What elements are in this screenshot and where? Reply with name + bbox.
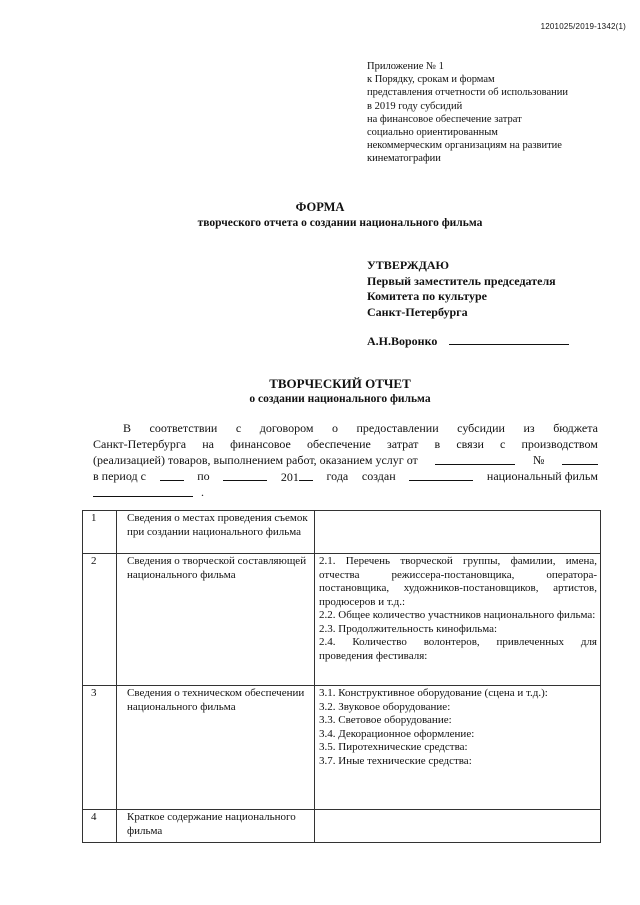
appendix-line: на финансовое обеспечение затрат xyxy=(367,113,522,125)
content-item: 2.1. Перечень творческой группы, фамилии, имена, отчества режиссера-постановщика, оператора-постановщика, художников-постановщиков, артистов, продюсеров и т.д.: xyxy=(319,555,597,608)
table-row xyxy=(83,511,601,554)
row-content-cell[interactable] xyxy=(315,810,601,843)
form-title: ФОРМА xyxy=(295,200,345,214)
period-to-blank[interactable] xyxy=(223,468,267,481)
content-item: 3.1. Конструктивное оборудование (сцена и т.д.): xyxy=(319,687,548,699)
row-topic: Сведения о техническом обеспечении национального фильма xyxy=(117,686,315,810)
appendix-line: социально ориентированным xyxy=(367,127,498,139)
approval-line: УТВЕРЖДАЮ xyxy=(367,258,450,272)
approval-line: Комитета по культуре xyxy=(367,289,487,303)
row-number: 4 xyxy=(83,810,117,843)
appendix-note xyxy=(367,60,607,166)
row-number: 1 xyxy=(83,511,117,554)
content-item: 3.5. Пиротехнические средства: xyxy=(319,741,468,753)
contract-date-blank[interactable] xyxy=(435,452,515,465)
signer-line xyxy=(367,333,627,349)
row-topic: Сведения о творческой составляющей национального фильма xyxy=(117,554,315,686)
content-item: 2.2. Общее количество участников национального фильма: xyxy=(319,609,596,621)
details-table xyxy=(82,510,601,843)
content-item: 2.4. Количество волонтеров, привлеченных для проведения фестиваля: xyxy=(319,636,597,662)
appendix-line: представления отчетности об использовании xyxy=(367,87,568,99)
table-row xyxy=(83,810,601,843)
paragraph-line-5: . xyxy=(93,484,598,500)
paragraph-line-4: в период с по 201 года создан национальный фильм xyxy=(93,469,598,484)
content-item: 2.3. Продолжительность кинофильма: xyxy=(319,622,498,635)
paragraph-line-2: Санкт-Петербурга на финансовое обеспечение затрат в связи с производством xyxy=(93,437,598,451)
appendix-line: в 2019 году субсидий xyxy=(367,100,463,112)
approval-line: Санкт-Петербурга xyxy=(367,304,468,319)
paragraph-line-3: (реализацией) товаров, выполнением работ, оказанием услуг от № xyxy=(93,452,598,468)
row-content-cell[interactable] xyxy=(315,686,601,810)
signature-blank[interactable] xyxy=(449,333,569,345)
approval-block xyxy=(367,258,627,320)
table-row xyxy=(83,554,601,686)
film-title-blank[interactable] xyxy=(93,484,193,497)
approval-line: Первый заместитель председателя xyxy=(367,273,556,288)
period-from-blank[interactable] xyxy=(160,468,184,481)
row-number: 3 xyxy=(83,686,117,810)
report-subtitle: о создании национального фильма xyxy=(249,393,431,405)
row-topic: Сведения о местах проведения съемок при создании национального фильма xyxy=(117,511,315,554)
year-blank[interactable] xyxy=(299,468,313,481)
content-item: 3.2. Звуковое оборудование: xyxy=(319,700,451,713)
created-blank[interactable] xyxy=(409,468,473,481)
form-subtitle: творческого отчета о создании национального фильма xyxy=(197,217,483,229)
content-item: 3.3. Световое оборудование: xyxy=(319,714,452,726)
document-number: 1201025/2019-1342(1) xyxy=(540,22,626,31)
paragraph-line-1: В соответствии с договором о предоставлении субсидии из бюджета xyxy=(123,421,598,435)
appendix-line: к Порядку, срокам и формам xyxy=(367,74,495,86)
content-item: 3.7. Иные технические средства: xyxy=(319,754,472,767)
signer-name: А.Н.Воронко xyxy=(367,334,438,348)
appendix-line: кинематографии xyxy=(367,153,441,165)
intro-paragraph xyxy=(93,420,598,500)
row-content-cell[interactable] xyxy=(315,554,601,686)
contract-number-blank[interactable] xyxy=(562,452,598,465)
table-row xyxy=(83,686,601,810)
row-topic: Краткое содержание национального фильма xyxy=(117,810,315,843)
row-number: 2 xyxy=(83,554,117,686)
content-item: 3.4. Декорационное оформление: xyxy=(319,727,475,740)
row-content-cell[interactable] xyxy=(315,511,601,554)
appendix-line: некоммерческим организациям на развитие xyxy=(367,140,562,152)
appendix-line: Приложение № 1 xyxy=(367,61,444,72)
report-title: ТВОРЧЕСКИЙ ОТЧЕТ xyxy=(269,376,411,391)
